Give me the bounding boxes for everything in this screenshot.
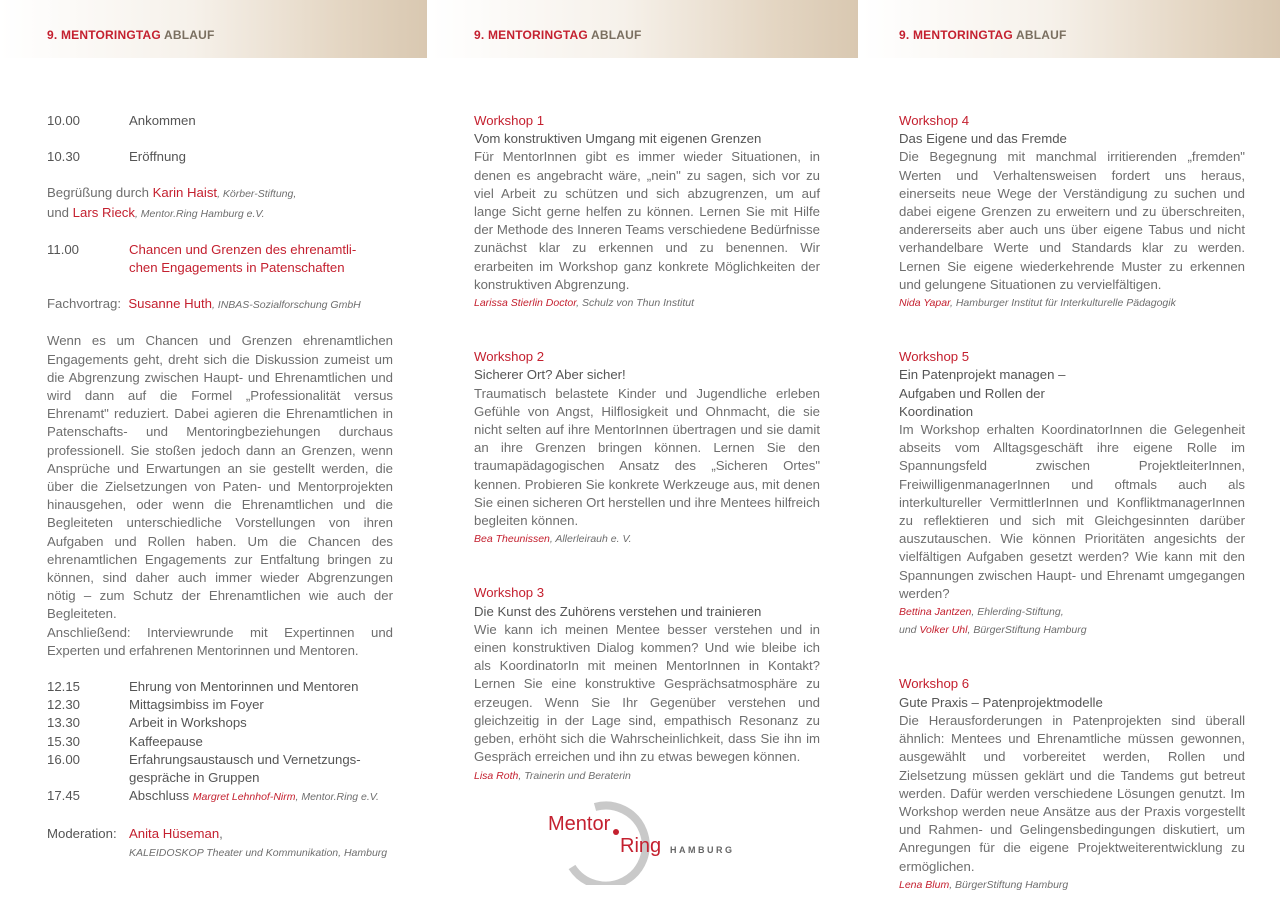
schedule-row: 16.00 Erfahrungsaustausch und Vernetzungs-gespräche in Gruppen [47, 751, 361, 786]
greeting: Begrüßung durch Karin Haist, Körber-Stiftung, und Lars Rieck, Mentor.Ring Hamburg e.V. [47, 185, 297, 220]
schedule-row: 17.45 Abschluss Margret Lehnhof-Nirm, Mentor.Ring e.V. [47, 788, 379, 804]
program-column [47, 112, 393, 862]
workshops-column-2 [899, 112, 1245, 894]
page-header-1 [0, 0, 427, 58]
schedule-row: 10.00 Ankommen [47, 113, 196, 128]
page-header-2 [431, 0, 858, 58]
workshop-2: Workshop 2 Sicherer Ort? Aber sicher! Traumatisch belastete Kinder und Jugendliche erleben Gefühle von Angst, Hilflosigkeit und Ohnmacht, die sie nicht selten auf ihre MentorInnen übertragen und sie damit an ihre Grenzen bringen können. Lernen Sie den traumapädagogischen Ansatz des „Sicheren Ortes" kennen. Probieren Sie konkrete Werkzeuge aus, mit denen Sie einen sicheren Ort herstellen und ihre Mentees hilfreich begleiten können. Bea Theunissen, Allerleirauh e. V. [474, 349, 820, 546]
workshop-6: Workshop 6 Gute Praxis – Patenprojektmodelle Die Herausforderungen in Patenprojekten sind überall ähnlich: Mentees und Ehrenamtliche müssen gewonnen, ausgewählt und vorbereitet werden, Rollen und Zielsetzung müssen geklärt und die Tandems gut betreut werden. Dafür werden verschiedene Lösungen genutzt. Im Workshop werden neue Ansätze aus der Praxis vorgestellt und Rahmen- und Gelingensbedingungen diskutiert, um Anregungen für die eigene Projektweiterentwicklung zu ermöglichen. Lena Blum, BürgerStiftung Hamburg [899, 676, 1245, 891]
schedule-row-keynote: 11.00 Chancen und Grenzen des ehrenamtli-chen Engagements in Patenschaften [47, 241, 357, 276]
schedule-row: 15.30 Kaffeepause [47, 733, 203, 749]
schedule-row: 10.30 Eröffnung [47, 149, 186, 165]
header-title: 9. MENTORINGTAG ABLAUF [47, 28, 215, 42]
schedule-row: 12.30 Mittagsimbiss im Foyer [47, 697, 264, 713]
interview-note: Anschließend: Interviewrunde mit Expertinnen und Experten und erfahrenen Mentorinnen und Mentoren. [47, 624, 393, 658]
keynote-speaker: Fachvortrag: Susanne Huth, INBAS-Sozialforschung GmbH [47, 296, 361, 312]
mentor-ring-logo: Mentor Ring HAMBURG [540, 795, 770, 885]
moderation: Moderation: Anita Hüseman, KALEIDOSKOP Theater und Kommunikation, Hamburg [47, 825, 388, 859]
header-title: 9. MENTORINGTAG ABLAUF [474, 28, 642, 42]
workshop-4: Workshop 4 Das Eigene und das Fremde Die Begegnung mit manchmal irritierenden „fremden" Werten und Verhaltensweisen fordert uns heraus, einerseits neue Wege der Verständigung zu suchen und dabei eigene Grenzen zu erweitern und zu überschreiten, andererseits aber auch uns über eigene Tabus und nicht verhandelbare Werte und Standards klar zu werden. Lernen Sie eigene wiederkehrende Muster zu erkennen und gelungene Situationen zu vervielfältigen. Nida Yapar, Hamburger Institut für Interkulturelle Pädagogik [899, 113, 1245, 310]
workshops-column-1 [474, 112, 820, 785]
workshop-5: Workshop 5 Ein Patenprojekt managen – Aufgaben und Rollen der Koordination Im Workshop erhalten KoordinatorInnen die Gelegenheit abseits vom Alltagsgeschäft ihre eigene Rolle im Spannungsfeld zwischen ProjektleiterInnen, FreiwilligenmanagerInnen und oftmals auch als interkultureller VermittlerInnen und KonfliktmanagerInnen zu reflektieren und sich mit Gleichgesinnten darüber auszutauschen. Wie können Prioritäten angesichts der vielfältigen Aufgaben gesetzt werden? Wie kann mit den Spannungen zwischen Haupt- und Ehrenamt umgegangen werden? Bettina Jantzen, Ehlerding-Stiftung, und Volker Uhl, BürgerStiftung Hamburg [899, 349, 1245, 637]
schedule-row: 13.30 Arbeit in Workshops [47, 715, 247, 731]
workshop-3: Workshop 3 Die Kunst des Zuhörens verstehen und trainieren Wie kann ich meinen Mentee besser verstehen und in einen konstruktiven Dialog kommen? Und wie bleibe ich als KoordinatorIn mit meinen MentorInnen in Kontakt? Lernen Sie eine konstruktive Gesprächsatmosphäre zu erzeugen. Wenn Sie Ihr Gegenüber verstehen und gleichzeitig in der Lage sind, empathisch Resonanz zu geben, erhöht sich die Wahrscheinlichkeit, dass Sie ihn im Gespräch erreichen und ihn zu etwas bewegen können. Lisa Roth, Trainerin und Beraterin [474, 585, 820, 782]
header-title: 9. MENTORINGTAG ABLAUF [899, 28, 1067, 42]
schedule-row: 12.15 Ehrung von Mentorinnen und Mentoren [47, 679, 359, 695]
page-header-3 [862, 0, 1280, 58]
workshop-1: Workshop 1 Vom konstruktiven Umgang mit eigenen Grenzen Für MentorInnen gibt es immer wieder Situationen, in denen es angebracht wäre, „nein" zu sagen, sich vor zu viel Arbeit zu schützen und sich abzugrenzen, um auf lange Sicht gerne helfen zu können. Lernen Sie mit Hilfe der Methode des Inneren Teams verschiedene Bedürfnisse zunächst klar zu erkennen und zu benennen. Wir erarbeiten im Workshop ganz konkrete Möglichkeiten der konstruktiven Abgrenzung. Larissa Stierlin Doctor, Schulz von Thun Institut [474, 113, 820, 310]
keynote-description: Wenn es um Chancen und Grenzen ehrenamtlichen Engagements geht, dreht sich die Diskussion zumeist um die Abgrenzung zwischen Haupt- und Ehrenamtlichen und wird dann auf die Formel „Professionalität versus Ehrenamt" reduziert. Dabei agieren die Ehrenamtlichen in Patenschafts- und Mentoringbeziehungen durchaus professionell. Sie stoßen jedoch dann an Grenzen, wenn Ansprüche und Erwartungen an sie gestellt werden, die über die Zielsetzungen von Paten- und Mentorprojekten hinausgehen, oder wenn die Ehrenamtlichen und die Begleiteten unterschiedliche Vorstellungen von ihren Aufgaben und Rollen haben. Um die Chancen des ehrenamtlichen Engagements zur Entfaltung bringen zu können, sind daher auch immer wieder Abgrenzungen nötig – zum Schutz der Ehrenamtlichen wie auch der Begleiteten. [47, 333, 393, 622]
